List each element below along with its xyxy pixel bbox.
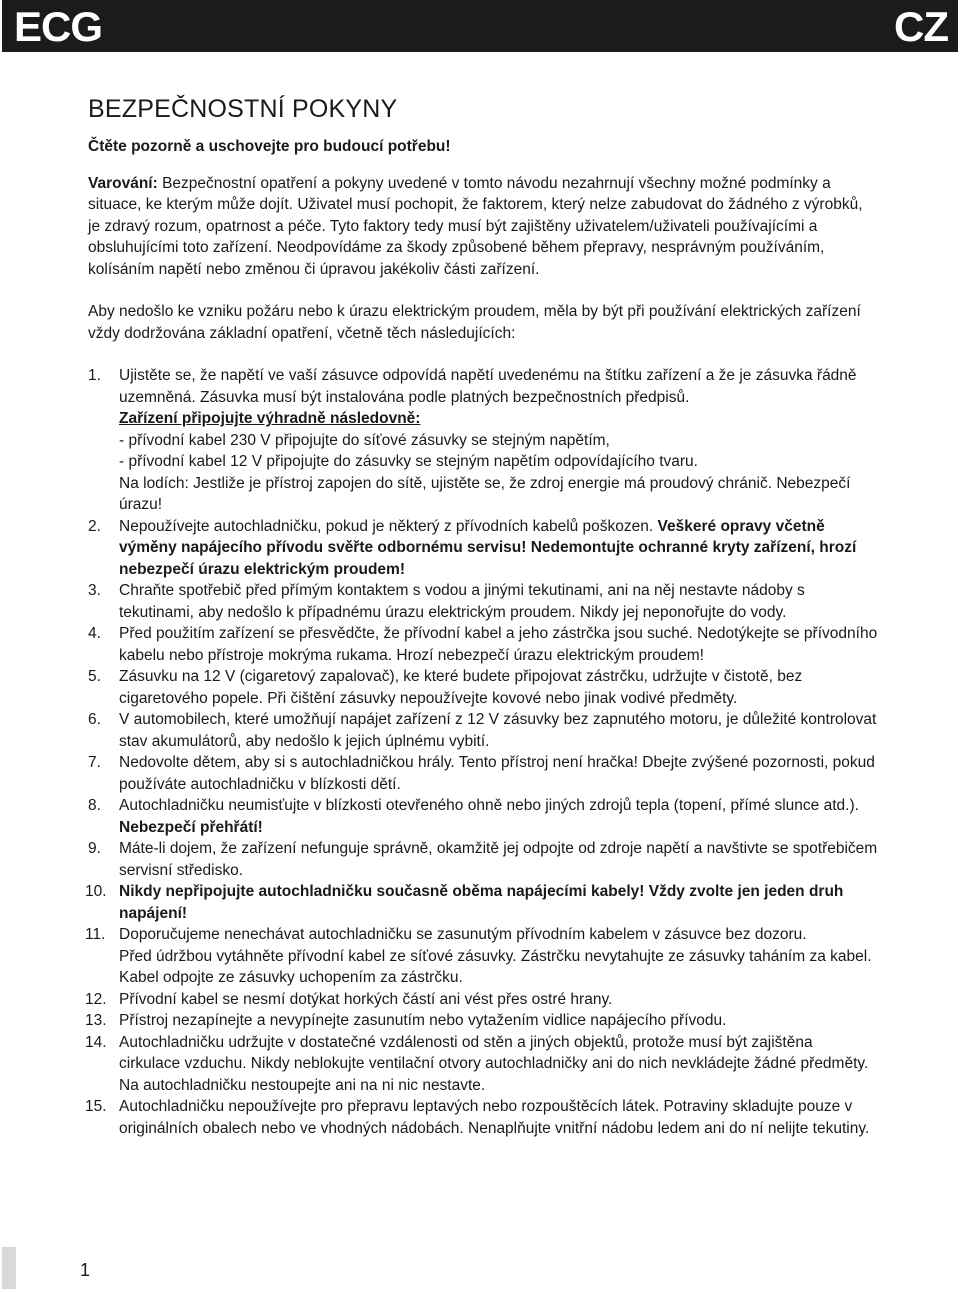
item-number: 13. xyxy=(85,1012,107,1029)
item-bold-text: Veškeré opravy včetně výměny napájecího přívodu svěřte odbornému servisu! Nedemontujte ochranné kryty zařízení, hrozí nebezpečí úrazu elektrickým proudem! xyxy=(119,517,857,578)
list-item xyxy=(85,1032,878,1097)
item-bold-text: Nebezpečí přehřátí! xyxy=(119,818,263,836)
list-item xyxy=(88,580,878,623)
item-number: 4. xyxy=(88,625,101,642)
list-item xyxy=(88,623,878,666)
list-item xyxy=(88,752,878,795)
item-number: 8. xyxy=(88,797,101,814)
item-number: 7. xyxy=(88,754,101,771)
item-text: Přívodní kabel se nesmí dotýkat horkých částí ani vést přes ostré hrany. xyxy=(119,990,613,1008)
item-number: 11. xyxy=(85,926,106,943)
warning-paragraph xyxy=(88,173,878,281)
item-text: Chraňte spotřebič před přímým kontaktem s vodou a jinými tekutinami, ani na něj nestavte nádoby s tekutinami, aby nedošlo k případnému úrazu elektrickým proudem. Nikdy jej neponořujte do vody. xyxy=(119,582,805,621)
list-item xyxy=(85,1096,878,1139)
language-code: CZ xyxy=(894,3,948,50)
item-line: - přívodní kabel 12 V připojujte do zásuvky se stejným napětím odpovídajícího tvaru. xyxy=(119,453,698,470)
item-number: 3. xyxy=(88,582,101,599)
list-item xyxy=(88,365,878,516)
warning-text: Bezpečnostní opatření a pokyny uvedené v tomto návodu nezahrnují všechny možné podmínky a situace, ke kterým může dojít. Uživatel musí pochopit, že faktorem, který nelze zabudovat do žádného z výrobků, je zdravý rozum, opatrnost a péče. Tyto faktory tedy musí být zajištěny uživatelem/uživateli používajícími a obsluhujícími toto zařízení. Neodpovídáme za škody způsobené během přepravy, nesprávným používáním, kolísáním napětí nebo změnou či úpravou jakékoliv části zařízení. xyxy=(88,174,863,278)
item-number: 12. xyxy=(85,990,107,1008)
page-content xyxy=(85,93,878,1139)
list-item xyxy=(88,795,878,838)
list-item xyxy=(88,516,878,581)
list-item xyxy=(85,1010,878,1032)
item-number: 9. xyxy=(88,840,101,857)
item-number: 6. xyxy=(88,711,101,728)
item-number: 15. xyxy=(85,1098,107,1115)
item-text: V automobilech, které umožňují napájet zařízení z 12 V zásuvky bez zapnutého motoru, je důležité kontrolovat stav akumulátorů, aby nedošlo k jejich úplnému vybití. xyxy=(119,711,877,750)
item-text: Zásuvku na 12 V (cigaretový zapalovač), ke které budete připojovat zástrčku, udržujte v čistotě, bez cigaretového popele. Při čištění zásuvky nepoužívejte kovové nebo jinak vodivé předměty. xyxy=(119,668,803,707)
item-text: Autochladničku nepoužívejte pro přepravu leptavých nebo rozpouštěcích látek. Potraviny skladujte pouze v originálních obalech nebo ve vhodných nádobách. Nenaplňujte vnitřní nádobu ledem ani do ní nelijte tekutiny. xyxy=(119,1098,870,1137)
item-text: Nepoužívejte autochladničku, pokud je některý z přívodních kabelů poškozen. xyxy=(119,517,658,535)
list-item xyxy=(85,924,878,989)
list-item xyxy=(85,881,878,924)
item-bold-text: Nikdy nepřipojujte autochladničku současně oběma napájecími kabely! Vždy zvolte jen jeden druh napájení! xyxy=(119,883,844,922)
item-number: 10. xyxy=(85,883,107,900)
list-item xyxy=(88,666,878,709)
item-text: Před použitím zařízení se přesvědčte, že přívodní kabel a jeho zástrčka jsou suché. Nedotýkejte se přívodního kabelu nebo přístroje mokrýma rukama. Hrozí nebezpečí úrazu elektrickým proudem! xyxy=(119,625,878,664)
page-side-tab xyxy=(2,1247,16,1289)
item-text: Máte-li dojem, že zařízení nefunguje správně, okamžitě jej odpojte od zdroje napětí a navštivte se spotřebičem servisní středisko. xyxy=(119,840,878,879)
item-text: Autochladničku neumisťujte v blízkosti otevřeného ohně nebo jiných zdrojů tepla (topení, přímé slunce atd.). xyxy=(119,797,859,814)
subtitle: Čtěte pozorně a uschovejte pro budoucí potřebu! xyxy=(88,138,451,155)
item-text: Nedovolte dětem, aby si s autochladničkou hrály. Tento přístroj není hračka! Dbejte zvýšené pozornosti, pokud používáte autochladničku v blízkosti dětí. xyxy=(119,754,875,793)
item-text: Autochladničku udržujte v dostatečné vzdálenosti od stěn a jiných objektů, protože musí být zajištěna cirkulace vzduchu. Nikdy neblokujte ventilační otvory autochladničky ani do nich nevkládejte žádné předměty. Na autochladničku nestoupejte ani na ni nic nestavte. xyxy=(119,1033,869,1094)
item-text-continued: Před údržbou vytáhněte přívodní kabel ze síťové zásuvky. Zástrčku nevytahujte ze zásuvky taháním za kabel. Kabel odpojte ze zásuvky uchopením za zástrčku. xyxy=(119,947,872,986)
header-bar xyxy=(2,0,958,52)
intro-paragraph: Aby nedošlo ke vzniku požáru nebo k úrazu elektrickým proudem, měla by být při používání elektrických zařízení vždy dodržována základní opatření, včetně těch následujících: xyxy=(88,303,861,342)
item-number: 14. xyxy=(85,1033,107,1051)
list-item xyxy=(88,838,878,881)
item-text: Doporučujeme nenechávat autochladničku se zasunutým přívodním kabelem v zásuvce bez dozoru. xyxy=(119,926,807,943)
warning-label: Varování: xyxy=(88,174,158,192)
list-item xyxy=(85,989,878,1011)
item-number: 1. xyxy=(88,367,101,384)
item-number: 2. xyxy=(88,517,101,535)
item-line: - přívodní kabel 230 V připojujte do síťové zásuvky se stejným napětím, xyxy=(119,431,610,449)
item-text: Přístroj nezapínejte a nevypínejte zasunutím nebo vytažením vidlice napájecího přívodu. xyxy=(119,1012,727,1029)
item-heading: Zařízení připojujte výhradně následovně: xyxy=(119,410,421,427)
page-number: 1 xyxy=(80,1260,91,1280)
item-text: Ujistěte se, že napětí ve vaší zásuvce odpovídá napětí uvedenému na štítku zařízení a že je zásuvka řádně uzemněná. Zásuvka musí být instalována podle platných bezpečnostních předpisů. xyxy=(119,367,857,406)
item-note: Na lodích: Jestliže je přístroj zapojen do sítě, ujistěte se, že zdroj energie má proudový chránič. Nebezpečí úrazu! xyxy=(119,474,851,513)
brand-logo: ECG xyxy=(14,3,103,50)
page-title: BEZPEČNOSTNÍ POKYNY xyxy=(88,95,398,123)
item-number: 5. xyxy=(88,668,101,685)
safety-list xyxy=(85,365,878,1139)
list-item xyxy=(88,709,878,752)
